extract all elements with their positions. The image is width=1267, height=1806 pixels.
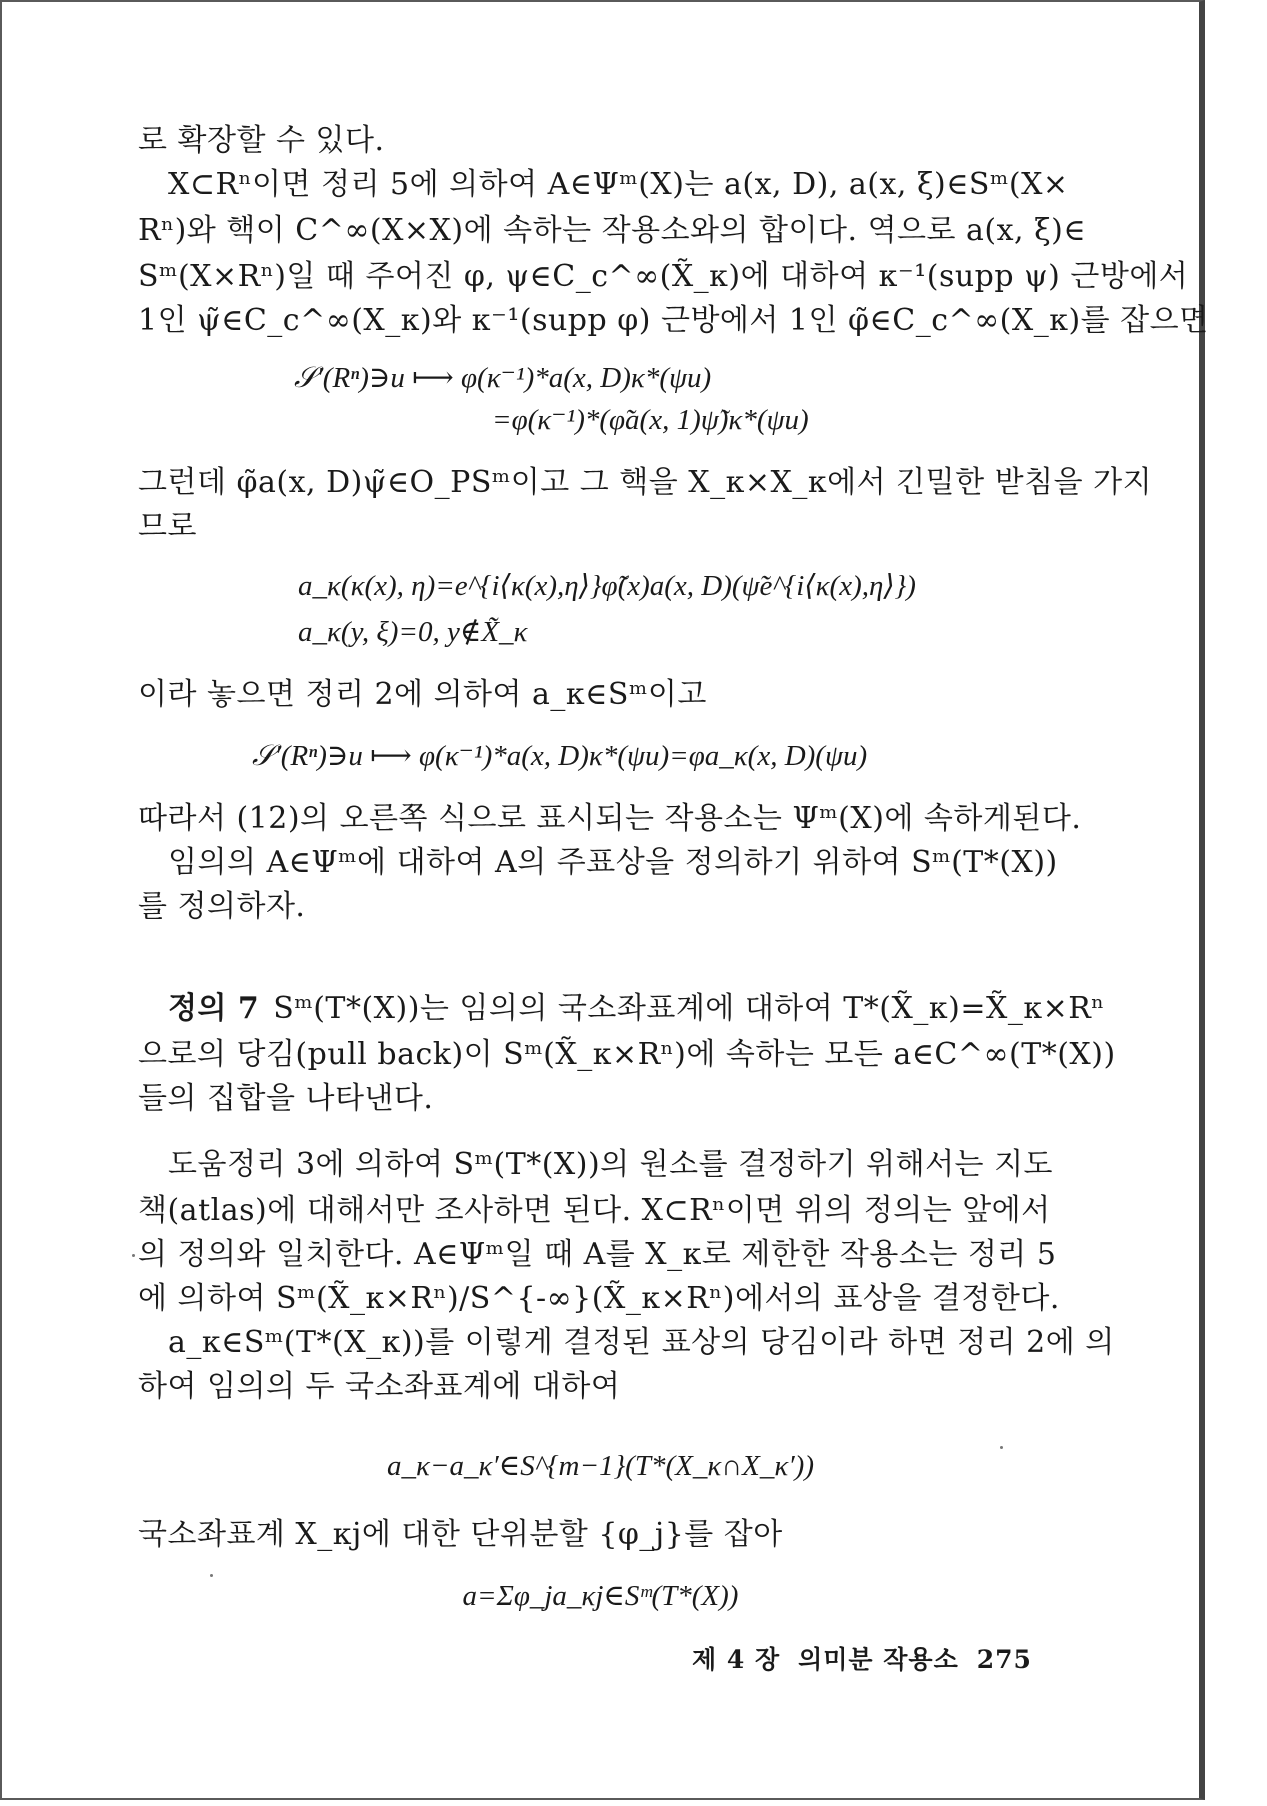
text-line: 따라서 (12)의 오른쪽 식으로 표시되는 작용소는 Ψᵐ(X)에 속하게된다. (138, 801, 1082, 836)
page-footer (692, 1640, 1050, 1676)
text-line: 임의의 A∈Ψᵐ에 대하여 A의 주표상을 정의하기 위하여 Sᵐ(T*(X)) (168, 845, 1058, 880)
definition-label: 정의 7 (168, 991, 260, 1026)
text-line: 이라 놓으면 정리 2에 의하여 a_κ∈Sᵐ이고 (138, 677, 707, 712)
text-line: 국소좌표계 X_κj에 대한 단위분할 {φ_j}를 잡아 (138, 1517, 783, 1552)
text-line: Sᵐ(X×Rⁿ)일 때 주어진 φ, ψ∈C_c^∞(X̃_κ)에 대하여 κ⁻¹(supp ψ) 근방에서 (138, 259, 1189, 294)
page-number: 275 (976, 1645, 1032, 1674)
text-line: X⊂Rⁿ이면 정리 5에 의하여 A∈Ψᵐ(X)는 a(x, D), a(x, ξ)∈Sᵐ(X× (168, 167, 1069, 202)
text-line: 므로 (138, 509, 197, 544)
text-line: 에 의하여 Sᵐ(X̃_κ×Rⁿ)/S^{-∞}(X̃_κ×Rⁿ)에서의 표상을 결정한다. (138, 1281, 1060, 1316)
display-equation: a=Σφ_ja_κj∈Sᵐ(T*(X)) (462, 1580, 739, 1612)
text-line: 그런데 φ̃a(x, D)ψ̃∈O_PSᵐ이고 그 핵을 X_κ×X_κ에서 긴밀한 받침을 가지 (138, 465, 1153, 500)
text-line: 도움정리 3에 의하여 Sᵐ(T*(X))의 원소를 결정하기 위해서는 지도 (168, 1147, 1054, 1182)
display-equation: =φ(κ⁻¹)*(φ̃a(x, 1)ψ̃)κ*(ψu) (492, 404, 809, 436)
text-line: 의 정의와 일치한다. A∈Ψᵐ일 때 A를 X_κ로 제한한 작용소는 정리 5 (138, 1237, 1057, 1272)
chapter-title: 의미분 작용소 (798, 1645, 959, 1674)
text-line: 들의 집합을 나타낸다. (138, 1081, 434, 1116)
text-line: a_κ∈Sᵐ(T*(X_κ))를 이렇게 결정된 표상의 당김이라 하면 정리 2에 의 (168, 1325, 1115, 1360)
display-equation: 𝒮′(Rⁿ)∋u ⟼ φ(κ⁻¹)*a(x, D)κ*(ψu) (294, 362, 712, 394)
text-line: Rⁿ)와 핵이 C^∞(X×X)에 속하는 작용소와의 합이다. 역으로 a(x, ξ)∈ (138, 213, 1087, 248)
display-equation: 𝒮′(Rⁿ)∋u ⟼ φ(κ⁻¹)*a(x, D)κ*(ψu)=φa_κ(x, D)(ψu) (252, 740, 868, 772)
display-equation: a_κ−a_κ′∈S^{m−1}(T*(X_κ∩X_κ′)) (387, 1450, 814, 1482)
scan-speck (1000, 1446, 1003, 1449)
display-equation: a_κ(κ(x), η)=e^{i⟨κ(x),η⟩}φ̃(x)a(x, D)(ψ̃e^{i⟨κ(x),η⟩}) (298, 570, 916, 602)
text-line: 로 확장할 수 있다. (138, 123, 385, 158)
display-equation: a_κ(y, ξ)=0, y∉X̃_κ (298, 616, 528, 648)
scan-speck (210, 1574, 213, 1577)
text-line: 책(atlas)에 대해서만 조사하면 된다. X⊂Rⁿ이면 위의 정의는 앞에서 (138, 1193, 1051, 1228)
chapter-label: 제 4 장 (692, 1645, 781, 1674)
text-line: 으로의 당김(pull back)이 Sᵐ(X̃_κ×Rⁿ)에 속하는 모든 a∈C^∞(T*(X)) (138, 1037, 1116, 1072)
definition-line (168, 990, 1105, 1028)
definition-text: Sᵐ(T*(X))는 임의의 국소좌표계에 대하여 T*(X̃_κ)=X̃_κ×Rⁿ (273, 991, 1105, 1026)
text-line: 를 정의하자. (138, 889, 306, 924)
text-line: 1인 ψ̃∈C_c^∞(X_κ)와 κ⁻¹(supp φ) 근방에서 1인 φ̃∈C_c^∞(X_κ)를 잡으면 (138, 303, 1209, 338)
text-line: 하여 임의의 두 국소좌표계에 대하여 (138, 1369, 621, 1404)
scan-speck (132, 1254, 135, 1257)
